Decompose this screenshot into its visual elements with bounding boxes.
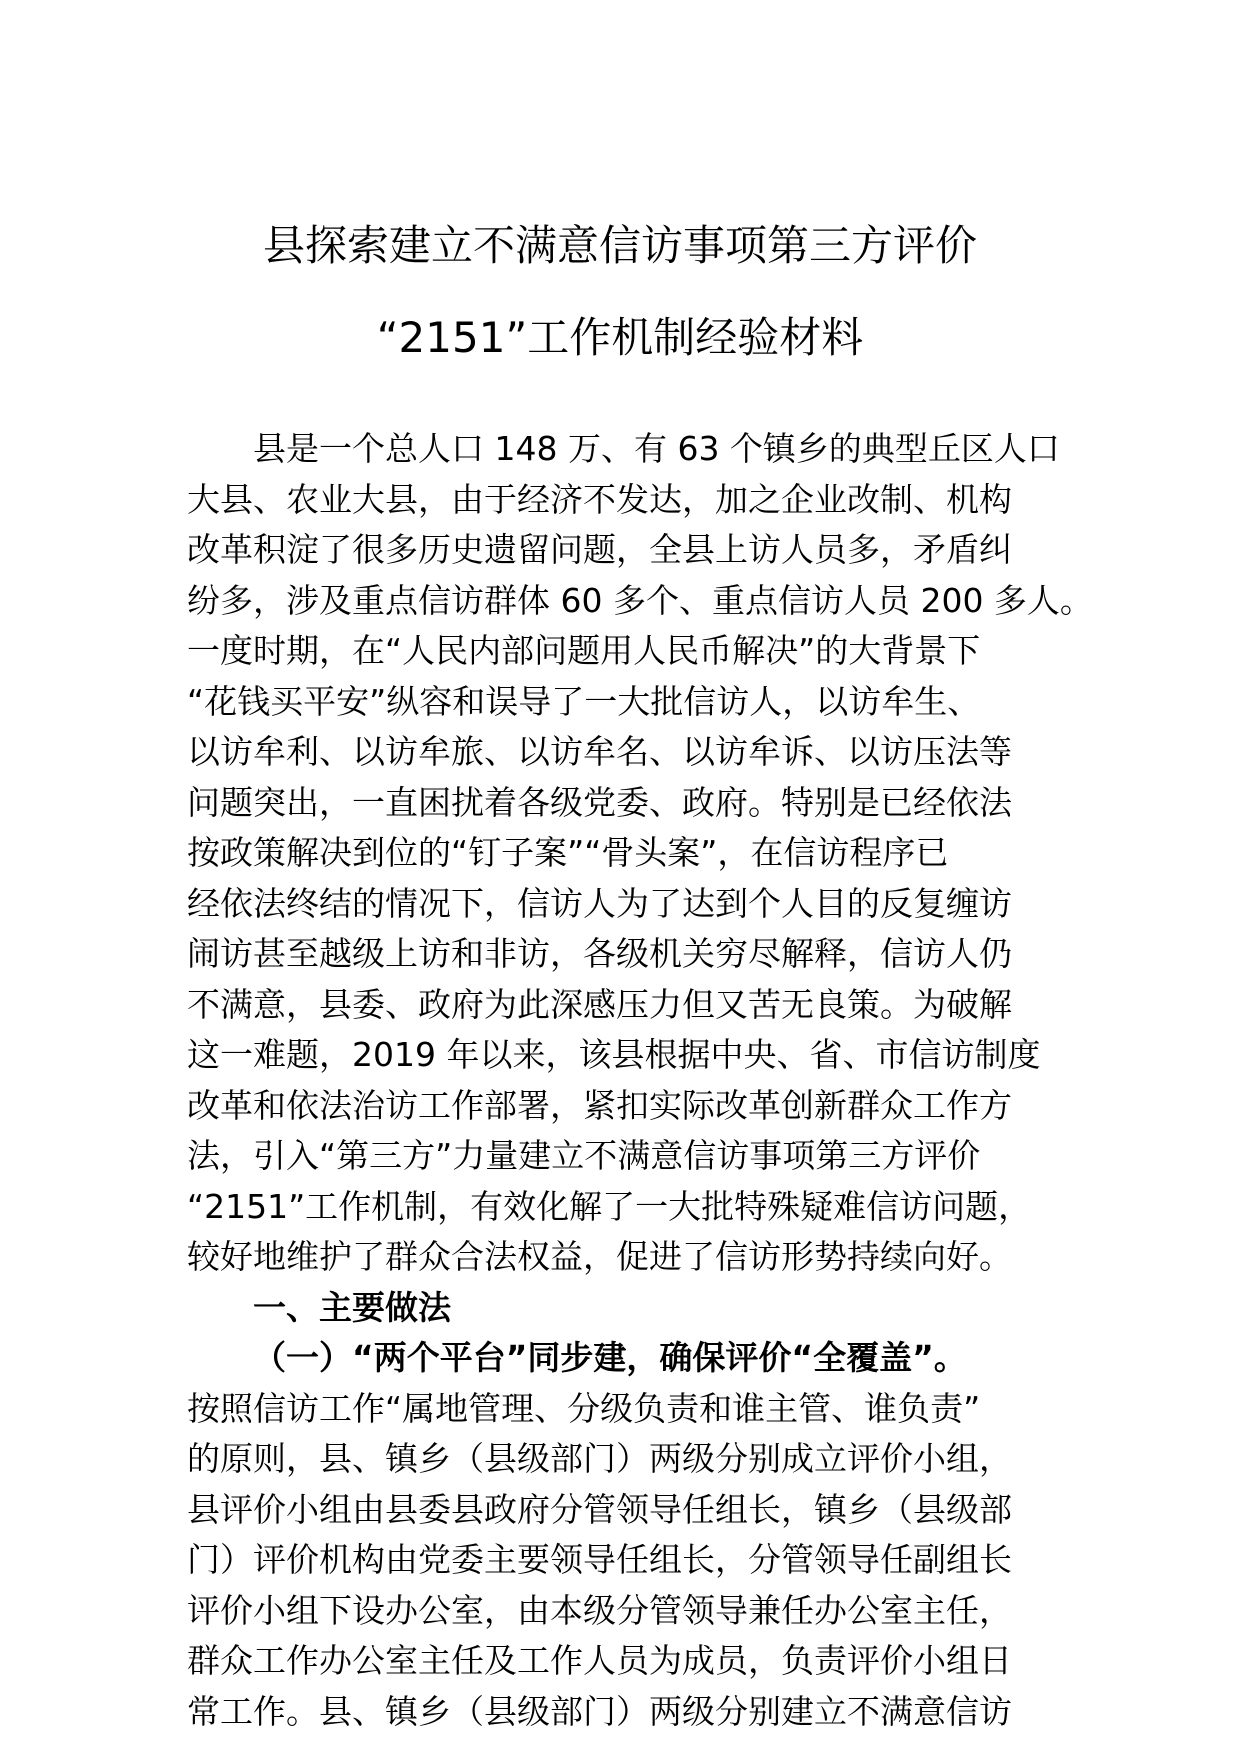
paragraph-line: 一度时期，在“人民内部问题用人民币解决”的大背景下 — [187, 631, 981, 670]
paragraph-line: 不满意，县委、政府为此深感压力但又苦无良策。为破解 — [187, 984, 1012, 1024]
paragraph-line: 这一难题，2019 年以来，该县根据中央、省、市信访制度 — [187, 1035, 1041, 1074]
paragraph-line: 评价小组下设办公室，由本级分管领导兼任办公室主任， — [187, 1590, 1012, 1630]
document-title-line-2: “2151”工作机制经验材料 — [376, 313, 864, 362]
paragraph-line: “花钱买平安”纵容和误导了一大批信访人，以访牟生、 — [187, 681, 981, 721]
paragraph-line: “2151”工作机制，有效化解了一大批特殊疑难信访问题， — [187, 1186, 1032, 1226]
document-body — [187, 424, 1093, 1737]
section-heading: 一、主要做法 — [253, 1287, 451, 1327]
paragraph-line: 大县、农业大县，由于经济不发达，加之企业改制、机构 — [187, 479, 1012, 519]
paragraph-line: 改革积淀了很多历史遗留问题，全县上访人员多，矛盾纠 — [187, 530, 1012, 569]
paragraph-line: 县评价小组由县委县政府分管领导任组长，镇乡（县级部 — [187, 1489, 1012, 1529]
paragraph-line: 县是一个总人口 148 万、有 63 个镇乡的典型丘区人口 — [253, 429, 1060, 468]
paragraph-line: 按政策解决到位的“钉子案”“骨头案”，在信访程序已 — [187, 833, 949, 872]
paragraph-line: 问题突出，一直困扰着各级党委、政府。特别是已经依法 — [187, 782, 1012, 822]
paragraph-line: 门）评价机构由党委主要领导任组长，分管领导任副组长 — [187, 1540, 1012, 1579]
paragraph-line: 按照信访工作“属地管理、分级负责和谁主管、谁负责” — [187, 1388, 981, 1428]
paragraph-line: 较好地维护了群众合法权益，促进了信访形势持续向好。 — [187, 1237, 1012, 1276]
paragraph-line: 改革和依法治访工作部署，紧扣实际改革创新群众工作方 — [187, 1085, 1012, 1125]
paragraph-line: 闹访甚至越级上访和非访，各级机关穷尽解释，信访人仍 — [187, 934, 1012, 973]
document-title-line-1: 县探索建立不满意信访事项第三方评价 — [262, 221, 977, 270]
paragraph-line: 纷多，涉及重点信访群体 60 多个、重点信访人员 200 多人。 — [187, 580, 1093, 620]
paragraph-line: 群众工作办公室主任及工作人员为成员，负责评价小组日 — [187, 1641, 1012, 1680]
paragraph-line: 的原则，县、镇乡（县级部门）两级分别成立评价小组， — [187, 1439, 1012, 1478]
paragraph-line: 以访牟利、以访牟旅、以访牟名、以访牟诉、以访压法等 — [187, 732, 1012, 771]
paragraph-line: 经依法终结的情况下，信访人为了达到个人目的反复缠访 — [187, 883, 1012, 923]
paragraph-line: 法，引入“第三方”力量建立不满意信访事项第三方评价 — [187, 1136, 981, 1175]
subsection-heading: （一）“两个平台”同步建，确保评价“全覆盖”。 — [253, 1338, 967, 1377]
paragraph-line: 常工作。县、镇乡（县级部门）两级分别建立不满意信访 — [187, 1691, 1012, 1731]
